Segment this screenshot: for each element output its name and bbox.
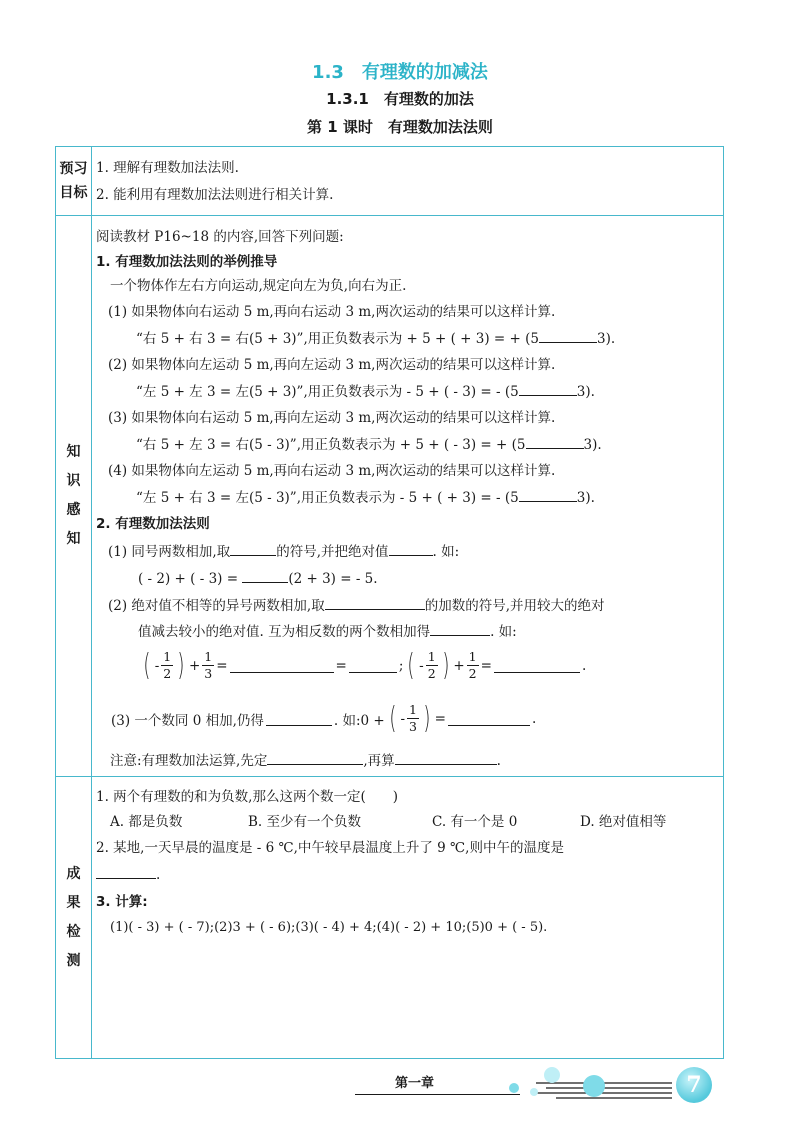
rule1-blank-sign[interactable] xyxy=(230,541,276,556)
q2: 2. 某地,一天早晨的温度是 - 6 ℃,中午较早晨温度上升了 9 ℃,则中午的温度是 xyxy=(96,840,564,856)
rule1-example: ( - 2) + ( - 3) = (2 + 3) = - 5. xyxy=(138,568,378,589)
check-label: 成 果 检 测 xyxy=(56,777,92,1058)
rule3-example-blank[interactable] xyxy=(448,711,530,726)
q1: 1. 两个有理数的和为负数,那么这两个数一定( ) xyxy=(96,789,398,805)
rule2-line1: (2) 绝对值不相等的异号两数相加,取 的加数的符号,并用较大的绝对 xyxy=(108,595,605,616)
rule3: (3) 一个数同 0 相加,仍得 . 如:0 + ( - $\frac{1}{3}$ ) = . xyxy=(111,700,537,736)
item1-question: (1) 如果物体向右运动 5 m,再向右运动 3 m,两次运动的结果可以这样计算. xyxy=(108,304,556,320)
q2-blank[interactable] xyxy=(96,864,156,879)
note-blank-sign[interactable] xyxy=(267,750,363,765)
q1-option-a[interactable]: A. 都是负数 xyxy=(110,814,183,830)
title-block xyxy=(0,58,800,142)
goal-1: 1. 理解有理数加法法则. xyxy=(96,160,239,176)
preview-label: 预习 目标 xyxy=(56,147,92,215)
page-number-badge: 7 xyxy=(676,1067,712,1103)
part2-title: 2. 有理数加法法则 xyxy=(96,516,210,532)
reading-intro: 阅读教材 P16~18 的内容,回答下列问题: xyxy=(96,229,344,245)
q1-option-b[interactable]: B. 至少有一个负数 xyxy=(248,814,362,830)
rule3-blank[interactable] xyxy=(266,711,332,726)
rule1-blank-abs[interactable] xyxy=(389,541,433,556)
subsection-title: 1.3.1 有理数的加法 xyxy=(326,90,474,108)
fraction: $\frac{1}{2}$ xyxy=(427,649,436,681)
fraction-blank-3[interactable] xyxy=(494,658,580,673)
item4-answer: “左 5 + 右 3 = 左(5 - 3)”,用正负数表示为 - 5 + ( + 3) = - (5 3). xyxy=(136,487,595,508)
answer-blank[interactable] xyxy=(519,487,577,502)
q1-option-c[interactable]: C. 有一个是 0 xyxy=(432,814,518,830)
item4-question: (4) 如果物体向左运动 5 m,再向右运动 3 m,两次运动的结果可以这样计算. xyxy=(108,463,556,479)
row-divider xyxy=(56,215,723,216)
q2-answer: . xyxy=(96,864,160,885)
item2-answer: “左 5 + 左 3 = 左(5 + 3)”,用正负数表示为 - 5 + ( - 3) = - (5 3). xyxy=(136,381,595,402)
fraction: $\frac{1}{3}$ xyxy=(409,702,417,734)
answer-blank[interactable] xyxy=(519,381,577,396)
q3-items: (1)( - 3) + ( - 7);(2)3 + ( - 6);(3)( - 4) + 4;(4)( - 2) + 10;(5)0 + ( - 5). xyxy=(110,920,548,935)
rule1: (1) 同号两数相加,取 的符号,并把绝对值 . 如: xyxy=(108,541,459,562)
rule2-blank-larger[interactable] xyxy=(325,595,425,610)
part1-title: 1. 有理数加法法则的举例推导 xyxy=(96,254,278,270)
row-divider xyxy=(56,776,723,777)
note: 注意:有理数加法运算,先定 ,再算 . xyxy=(110,750,501,771)
item3-answer: “右 5 + 左 3 = 右(5 - 3)”,用正负数表示为 + 5 + ( - 3) = + (5 3). xyxy=(136,434,602,455)
fraction: $\frac{1}{2}$ xyxy=(468,649,477,681)
rule2-blank-opposite[interactable] xyxy=(430,621,490,636)
fraction-blank-2[interactable] xyxy=(349,658,397,673)
section-title: 1.3 有理数的加减法 xyxy=(312,62,488,83)
item2-question: (2) 如果物体向左运动 5 m,再向左运动 3 m,两次运动的结果可以这样计算. xyxy=(108,357,556,373)
knowledge-label: 知 识 感 知 xyxy=(56,216,92,776)
chapter-label: 第一章 xyxy=(395,1076,435,1091)
answer-blank[interactable] xyxy=(526,434,584,449)
q3-title: 3. 计算: xyxy=(96,894,148,910)
answer-blank[interactable] xyxy=(539,328,597,343)
item3-question: (3) 如果物体向右运动 5 m,再向左运动 3 m,两次运动的结果可以这样计算. xyxy=(108,410,556,426)
rule2-line2: 值减去较小的绝对值. 互为相反数的两个数相加得 . 如: xyxy=(138,621,517,642)
part1-setup: 一个物体作左右方向运动,规定向左为负,向右为正. xyxy=(110,278,407,294)
lesson-title: 第 1 课时 有理数加法法则 xyxy=(307,118,493,136)
decorative-bubbles xyxy=(476,1066,676,1106)
fraction: $\frac{1}{3}$ xyxy=(204,649,213,681)
q1-option-d[interactable]: D. 绝对值相等 xyxy=(580,814,667,830)
item1-answer: “右 5 + 右 3 = 右(5 + 3)”,用正负数表示为 + 5 + ( + 3) = + (5 3). xyxy=(136,328,615,349)
note-blank-abs[interactable] xyxy=(395,750,497,765)
rule1-example-blank[interactable] xyxy=(242,568,288,583)
fraction-blank-1[interactable] xyxy=(230,658,334,673)
goal-2: 2. 能利用有理数加法法则进行相关计算. xyxy=(96,187,334,203)
fraction: $\frac{1}{2}$ xyxy=(163,649,172,681)
rule2-fraction-example: ( - $\frac{1}{2}$ ) + $\frac{1}{3}$ = = ; ( - $\frac{1}{2}$ ) + $\frac{1}{2}$ = . xyxy=(143,647,587,683)
